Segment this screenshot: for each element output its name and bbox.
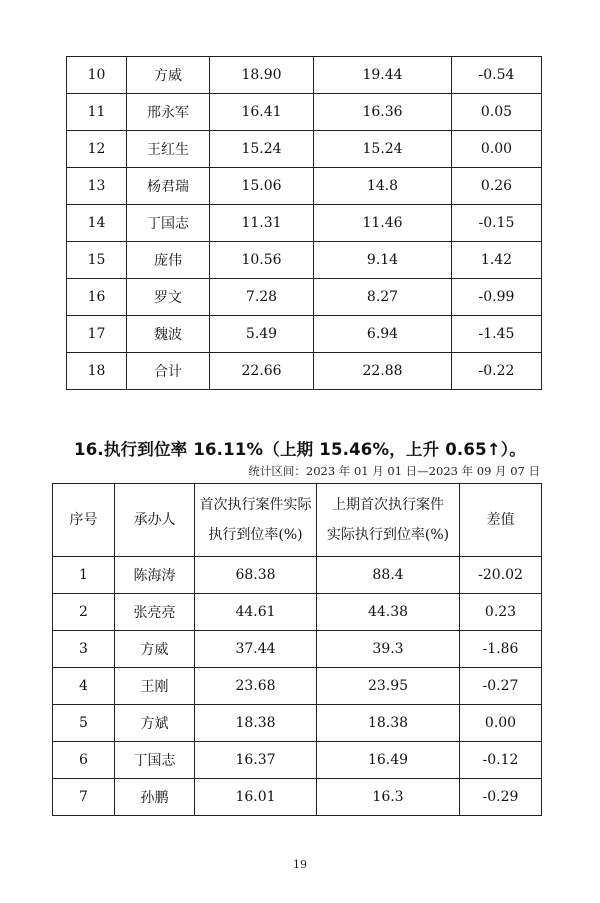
handler-cell: 魏波 [127,316,210,353]
seq-cell: 3 [53,631,115,668]
current-cell: 22.66 [210,353,314,390]
header-seq: 序号 [53,484,115,557]
prev-cell: 11.46 [314,205,452,242]
prev-cell: 44.38 [317,594,460,631]
prev-cell: 9.14 [314,242,452,279]
top-table [66,56,542,390]
table-row [67,94,542,131]
handler-cell: 丁国志 [115,742,195,779]
seq-cell: 5 [53,705,115,742]
seq-cell: 18 [67,353,127,390]
table-row [53,742,542,779]
handler-cell: 罗文 [127,279,210,316]
header-handler: 承办人 [115,484,195,557]
current-cell: 15.06 [210,168,314,205]
table-row [67,168,542,205]
handler-cell: 王刚 [115,668,195,705]
handler-cell: 庞伟 [127,242,210,279]
current-cell: 18.90 [210,57,314,94]
current-cell: 68.38 [195,557,317,594]
handler-cell: 合计 [127,353,210,390]
seq-cell: 11 [67,94,127,131]
seq-cell: 4 [53,668,115,705]
table-row [67,57,542,94]
current-cell: 44.61 [195,594,317,631]
diff-cell: -1.86 [460,631,542,668]
seq-cell: 12 [67,131,127,168]
prev-cell: 16.36 [314,94,452,131]
bottom-table-body [53,557,542,816]
current-cell: 16.01 [195,779,317,816]
table-row [53,779,542,816]
seq-cell: 1 [53,557,115,594]
current-cell: 11.31 [210,205,314,242]
diff-cell: 0.00 [452,131,542,168]
seq-cell: 7 [53,779,115,816]
header-current-line1: 首次执行案件实际 [199,497,312,513]
bottom-table-header [53,484,542,557]
diff-cell: -0.12 [460,742,542,779]
handler-cell: 王红生 [127,131,210,168]
header-diff: 差值 [460,484,542,557]
diff-cell: -0.15 [452,205,542,242]
diff-cell: -0.54 [452,57,542,94]
prev-cell: 15.24 [314,131,452,168]
prev-cell: 22.88 [314,353,452,390]
current-cell: 10.56 [210,242,314,279]
seq-cell: 13 [67,168,127,205]
prev-cell: 18.38 [317,705,460,742]
prev-cell: 16.49 [317,742,460,779]
table-row [53,705,542,742]
handler-cell: 孙鹏 [115,779,195,816]
diff-cell: 0.00 [460,705,542,742]
handler-cell: 杨君瑞 [127,168,210,205]
diff-cell: -1.45 [452,316,542,353]
current-cell: 5.49 [210,316,314,353]
table-row [67,131,542,168]
table-row [53,631,542,668]
current-cell: 16.37 [195,742,317,779]
current-cell: 16.41 [210,94,314,131]
top-table-body [67,57,542,390]
current-cell: 18.38 [195,705,317,742]
prev-cell: 14.8 [314,168,452,205]
seq-cell: 6 [53,742,115,779]
header-prev-line2: 实际执行到位率(%) [326,527,450,543]
seq-cell: 15 [67,242,127,279]
header-current-rate [195,484,317,557]
table-row [53,668,542,705]
table-row [53,594,542,631]
bottom-table [52,483,542,816]
prev-cell: 19.44 [314,57,452,94]
seq-cell: 10 [67,57,127,94]
diff-cell: -20.02 [460,557,542,594]
handler-cell: 方斌 [115,705,195,742]
current-cell: 23.68 [195,668,317,705]
diff-cell: 0.05 [452,94,542,131]
section-heading: 16.执行到位率 16.11%（上期 15.46%，上升 0.65↑）。 [74,440,526,459]
seq-cell: 17 [67,316,127,353]
handler-cell: 方威 [127,57,210,94]
diff-cell: -0.99 [452,279,542,316]
current-cell: 37.44 [195,631,317,668]
page-number: 19 [293,858,307,871]
header-current-line2: 执行到位率(%) [208,527,303,543]
diff-cell: -0.22 [452,353,542,390]
seq-cell: 16 [67,279,127,316]
table-row [67,316,542,353]
prev-cell: 39.3 [317,631,460,668]
table-row [67,242,542,279]
header-row [53,484,542,557]
diff-cell: -0.29 [460,779,542,816]
table-row [67,279,542,316]
current-cell: 15.24 [210,131,314,168]
stat-range-text: 统计区间：2023 年 01 月 01 日—2023 年 09 月 07 日 [248,464,540,478]
seq-cell: 14 [67,205,127,242]
table-row [53,557,542,594]
seq-cell: 2 [53,594,115,631]
prev-cell: 23.95 [317,668,460,705]
handler-cell: 丁国志 [127,205,210,242]
handler-cell: 张亮亮 [115,594,195,631]
prev-cell: 6.94 [314,316,452,353]
handler-cell: 方威 [115,631,195,668]
table-row [67,205,542,242]
prev-cell: 88.4 [317,557,460,594]
header-prev-line1: 上期首次执行案件 [332,497,444,513]
handler-cell: 邢永军 [127,94,210,131]
diff-cell: 0.26 [452,168,542,205]
prev-cell: 8.27 [314,279,452,316]
prev-cell: 16.3 [317,779,460,816]
handler-cell: 陈海涛 [115,557,195,594]
diff-cell: -0.27 [460,668,542,705]
table-row [67,353,542,390]
header-prev-rate [317,484,460,557]
current-cell: 7.28 [210,279,314,316]
diff-cell: 0.23 [460,594,542,631]
diff-cell: 1.42 [452,242,542,279]
